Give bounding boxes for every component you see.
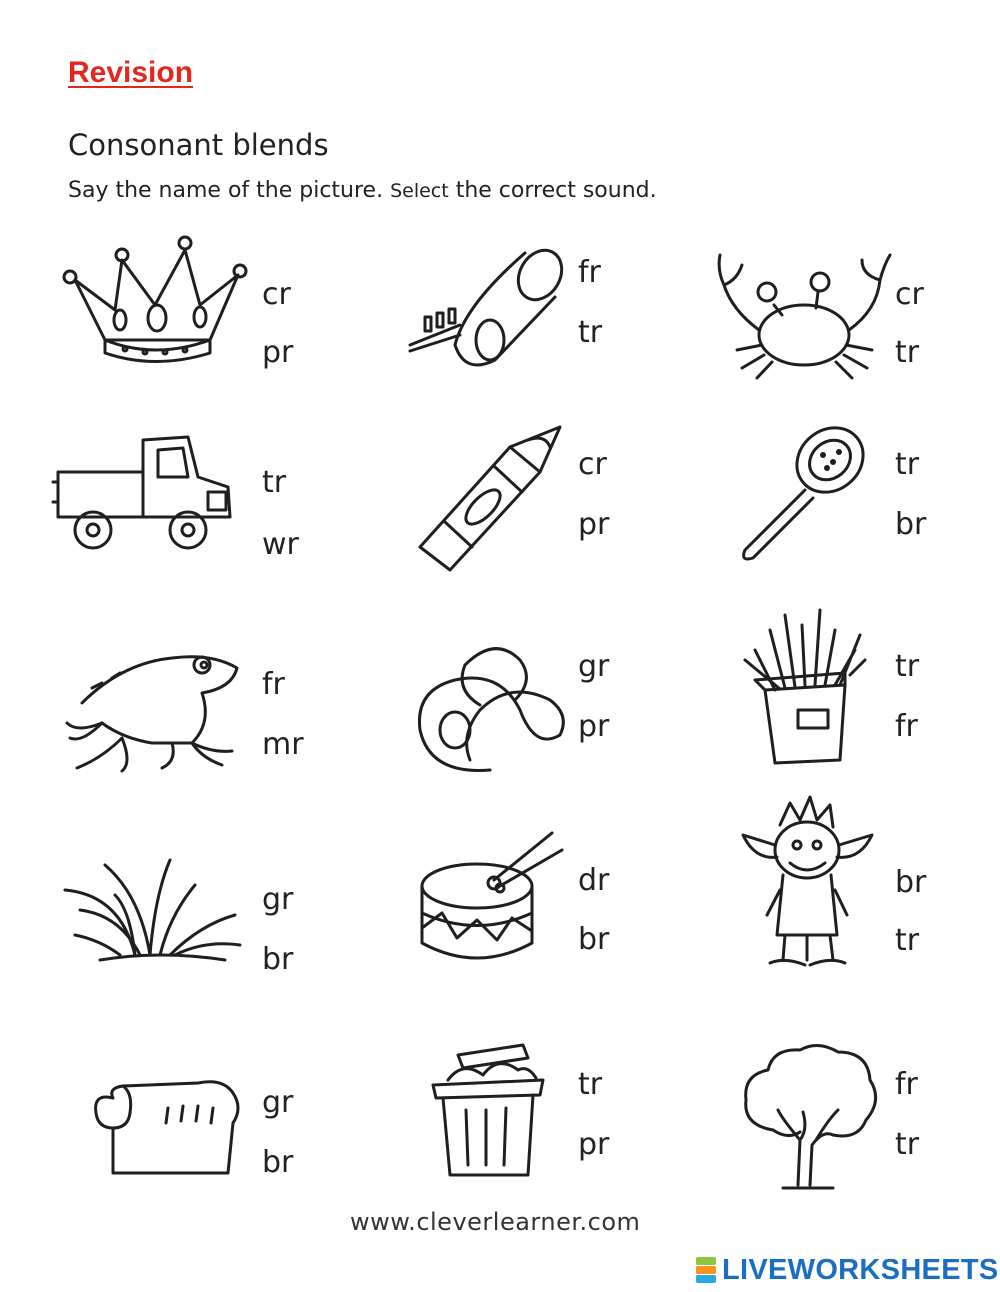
- worksheet-subtitle: Consonant blends: [68, 128, 329, 162]
- option-troll-1[interactable]: br: [895, 865, 927, 900]
- option-bread-1[interactable]: gr: [262, 1085, 294, 1120]
- option-crab-1[interactable]: cr: [895, 277, 924, 312]
- trash-can-icon: [428, 1040, 548, 1180]
- option-fries-1[interactable]: tr: [895, 649, 920, 684]
- brush-icon: [735, 420, 875, 565]
- option-troll-2[interactable]: tr: [895, 923, 920, 958]
- option-crayon-2[interactable]: pr: [578, 507, 610, 542]
- option-crown-2[interactable]: pr: [262, 335, 294, 370]
- crown-icon: [60, 235, 250, 360]
- frog-icon: [62, 643, 242, 773]
- page-title: Revision: [68, 56, 194, 89]
- option-fries-2[interactable]: fr: [895, 709, 918, 744]
- option-grass-1[interactable]: gr: [262, 882, 294, 917]
- pretzel-icon: [410, 640, 570, 780]
- instructions: [68, 178, 657, 203]
- option-truck-2[interactable]: wr: [262, 527, 299, 562]
- option-pretzel-2[interactable]: pr: [578, 709, 610, 744]
- crayon-icon: [410, 422, 570, 572]
- crab-icon: [712, 250, 897, 380]
- liveworksheets-brand[interactable]: [696, 1253, 999, 1286]
- instruction-select-word: Select: [390, 180, 449, 202]
- option-trumpet-2[interactable]: tr: [578, 315, 603, 350]
- trumpet-icon: [405, 245, 570, 375]
- option-trash-can-2[interactable]: pr: [578, 1127, 610, 1162]
- truck-icon: [48, 432, 238, 552]
- option-tree-2[interactable]: tr: [895, 1127, 920, 1162]
- option-grass-2[interactable]: br: [262, 942, 294, 977]
- instruction-text-1: Say the name of the picture.: [68, 178, 384, 203]
- option-brush-1[interactable]: tr: [895, 447, 920, 482]
- option-frog-1[interactable]: fr: [262, 667, 285, 702]
- option-trash-can-1[interactable]: tr: [578, 1067, 603, 1102]
- tree-icon: [738, 1040, 883, 1190]
- footer-url[interactable]: www.cleverlearner.com: [350, 1208, 641, 1236]
- option-trumpet-1[interactable]: fr: [578, 255, 601, 290]
- bread-icon: [88, 1068, 243, 1178]
- troll-icon: [735, 795, 880, 975]
- option-pretzel-1[interactable]: gr: [578, 649, 610, 684]
- option-bread-2[interactable]: br: [262, 1145, 294, 1180]
- option-drum-1[interactable]: dr: [578, 863, 610, 898]
- drum-icon: [412, 828, 567, 968]
- fries-icon: [740, 605, 870, 765]
- option-drum-2[interactable]: br: [578, 922, 610, 957]
- option-frog-2[interactable]: mr: [262, 727, 304, 762]
- liveworksheets-logo-icon: [696, 1257, 716, 1283]
- option-tree-1[interactable]: fr: [895, 1067, 918, 1102]
- option-truck-1[interactable]: tr: [262, 465, 287, 500]
- instruction-text-2: the correct sound.: [455, 178, 657, 203]
- brand-text: LIVEWORKSHEETS: [722, 1253, 999, 1286]
- option-crown-1[interactable]: cr: [262, 277, 291, 312]
- option-crayon-1[interactable]: cr: [578, 447, 607, 482]
- option-crab-2[interactable]: tr: [895, 335, 920, 370]
- grass-icon: [60, 855, 245, 965]
- option-brush-2[interactable]: br: [895, 507, 927, 542]
